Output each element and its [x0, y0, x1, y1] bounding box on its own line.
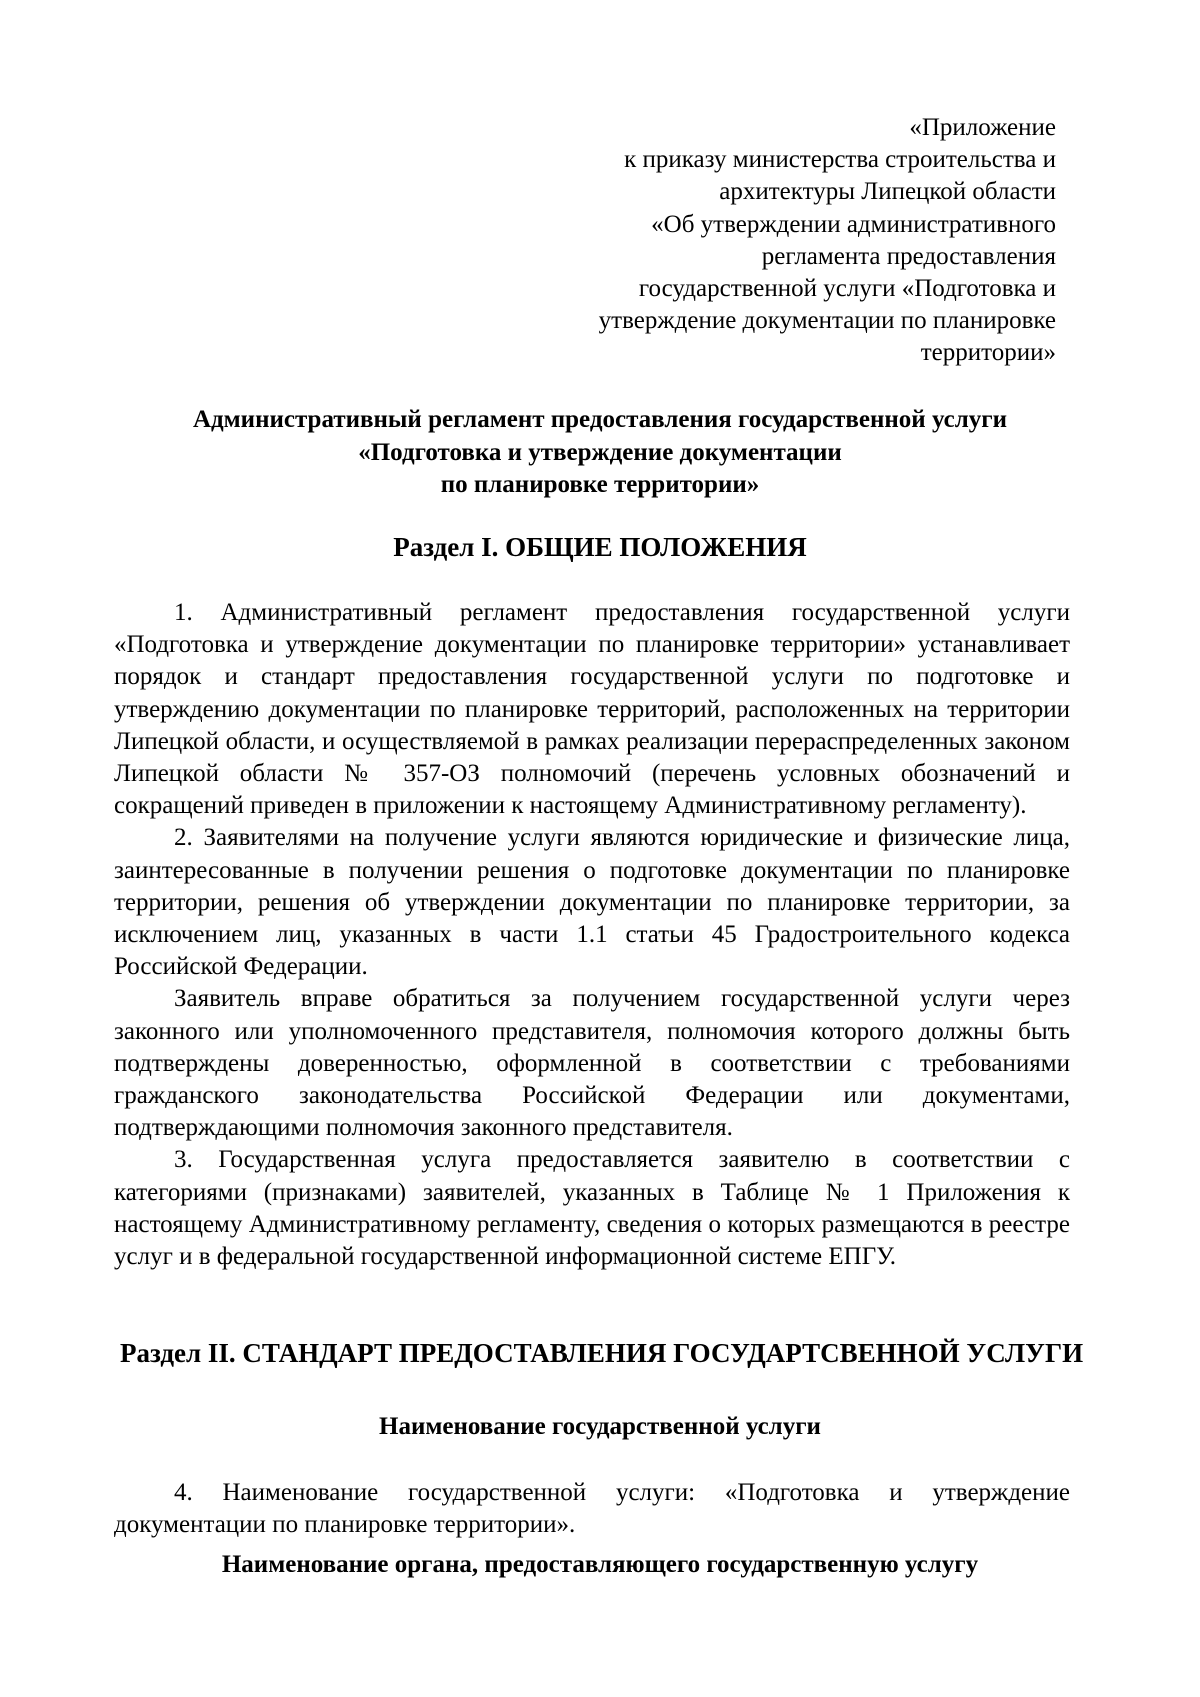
section-1-body	[114, 597, 1070, 1273]
subheading-authority: Наименование органа, предоставляющего государственную услугу	[221, 1551, 979, 1578]
appendix-line: государственной услуги «Подготовка и	[638, 275, 1056, 303]
appendix-line: «Приложение	[909, 114, 1056, 141]
section-2-heading: Раздел II. СТАНДАРТ ПРЕДОСТАВЛЕНИЯ ГОСУДАРТСВЕННОЙ УСЛУГИ	[120, 1338, 1084, 1368]
section-2-body	[114, 1477, 1070, 1541]
document-title	[144, 404, 1056, 502]
section-1-heading: Раздел I. ОБЩИЕ ПОЛОЖЕНИЯ	[393, 532, 807, 562]
appendix-line: «Об утверждении административного	[651, 210, 1056, 238]
paragraph-4: 4. Наименование государственной услуги: «Подготовка и утверждение документации по планировке территории».	[114, 1479, 1070, 1539]
title-line: «Подготовка и утверждение документации	[358, 438, 842, 466]
paragraph-2-representative: Заявитель вправе обратиться за получением государственной услуги через законного или уполномоченного представителя, полномочия которого должны быть подтверждены доверенностью, оформленной в соответствии с требованиями гражданского законодательства Российской Федерации или документами, подтверждающими полномочия законного представителя.	[114, 985, 1070, 1142]
appendix-line: территории»	[920, 339, 1056, 367]
appendix-line: к приказу министерства строительства и	[624, 146, 1056, 174]
paragraph-2: 2. Заявителями на получение услуги являются юридические и физические лица, заинтересованные в получении решения о подготовке документации по планировке территории, решения об утверждении документации по планировке территории, за исключением лиц, указанных в части 1.1 статьи 45 Градостроительного кодекса Российской Федерации.	[114, 824, 1070, 981]
title-line: по планировке территории»	[440, 471, 760, 498]
appendix-line: регламента предоставления	[761, 242, 1056, 270]
title-line: Административный регламент предоставления государственной услуги	[192, 406, 1008, 433]
subheading-service-name: Наименование государственной услуги	[379, 1413, 821, 1440]
appendix-line: архитектуры Липецкой области	[719, 178, 1056, 206]
paragraph-1: 1. Административный регламент предоставления государственной услуги «Подготовка и утверждение документации по планировке территории» устанавливает порядок и стандарт предоставления государственной услуги по подготовке и утверждению документации по планировке территорий, расположенных на территории Липецкой области, и осуществляемой в рамках реализации перераспределенных законом Липецкой области № 357-ОЗ полномочий (перечень условных обозначений и сокращений приведен в приложении к настоящему Административному регламенту).	[114, 599, 1070, 820]
paragraph-3: 3. Государственная услуга предоставляется заявителю в соответствии с категориями (признаками) заявителей, указанных в Таблице № 1 Приложения к настоящему Административному регламенту, сведения о которых размещаются в реестре услуг и в федеральной государственной информационной системе ЕПГУ.	[114, 1146, 1070, 1271]
appendix-header	[496, 112, 1056, 370]
appendix-line: утверждение документации по планировке	[598, 307, 1056, 335]
